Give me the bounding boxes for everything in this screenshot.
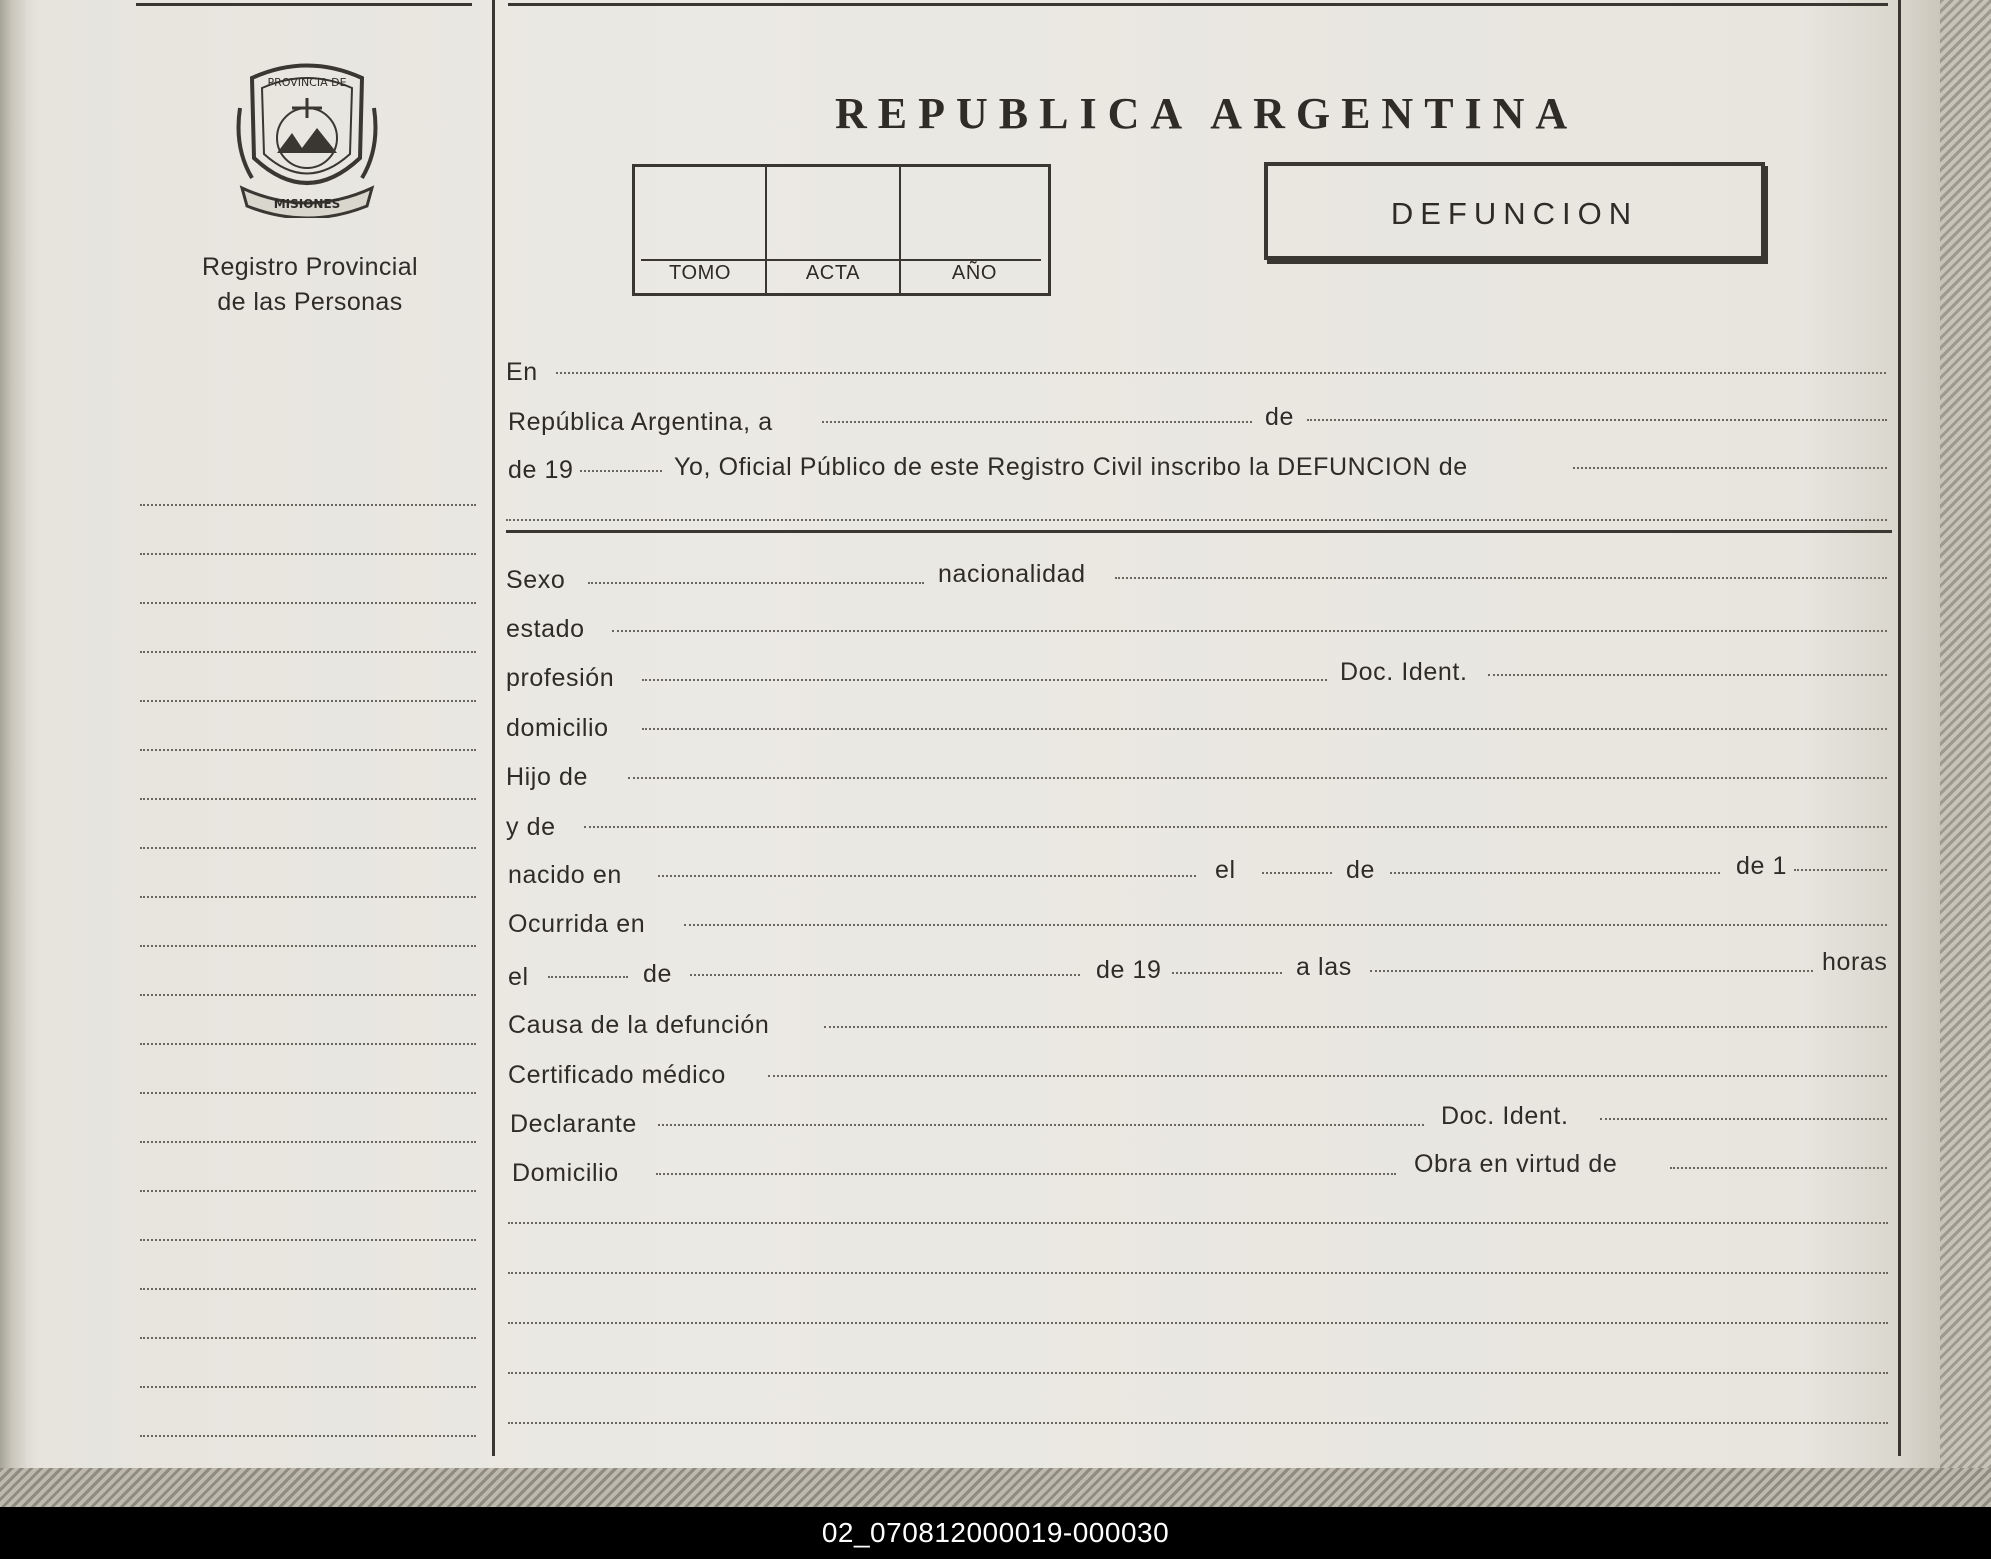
free-text-line[interactable] xyxy=(508,1322,1888,1324)
label-nacido-de: de xyxy=(1346,856,1376,884)
field-en[interactable] xyxy=(556,372,1886,374)
stub-line[interactable] xyxy=(140,1043,476,1045)
book-cover-bottom xyxy=(0,1468,1991,1507)
top-rule-left xyxy=(136,3,472,6)
stub-line[interactable] xyxy=(140,1239,476,1241)
field-nacionalidad[interactable] xyxy=(1115,577,1887,579)
field-difunto-cont[interactable] xyxy=(506,519,1887,521)
label-nacido-de1: de 1 xyxy=(1736,852,1788,880)
field-domicilio[interactable] xyxy=(642,728,1887,730)
section-rule xyxy=(506,530,1892,533)
label-sexo: Sexo xyxy=(506,566,566,594)
field-ocurrida-ano[interactable] xyxy=(1172,972,1282,974)
field-y-de[interactable] xyxy=(584,826,1887,828)
stub-line[interactable] xyxy=(140,994,476,996)
misiones-seal-icon xyxy=(232,58,382,218)
stub-line[interactable] xyxy=(140,749,476,751)
label-doc-ident-declarante: Doc. Ident. xyxy=(1441,1102,1569,1130)
label-profesion: profesión xyxy=(506,664,615,692)
image-id-label: 02_070812000019-000030 xyxy=(0,1507,1991,1559)
field-profesion[interactable] xyxy=(642,679,1327,681)
free-text-line[interactable] xyxy=(508,1372,1888,1374)
field-declarante[interactable] xyxy=(658,1124,1424,1126)
field-causa[interactable] xyxy=(824,1026,1887,1028)
label-nacido-el: el xyxy=(1215,856,1236,884)
label-certificado: Certificado médico xyxy=(508,1061,726,1089)
label-obra: Obra en virtud de xyxy=(1414,1150,1618,1178)
field-nacido-mes[interactable] xyxy=(1390,872,1720,874)
field-estado[interactable] xyxy=(612,630,1887,632)
field-obra[interactable] xyxy=(1670,1167,1887,1169)
label-estado: estado xyxy=(506,615,585,643)
label-de19: de 19 xyxy=(508,456,574,484)
stub-divider xyxy=(492,0,495,1456)
field-dia[interactable] xyxy=(822,421,1252,423)
field-hora[interactable] xyxy=(1370,970,1813,972)
label-declarante: Declarante xyxy=(510,1110,637,1138)
stub-line[interactable] xyxy=(140,798,476,800)
right-border xyxy=(1898,0,1901,1456)
field-doc-ident[interactable] xyxy=(1488,674,1887,676)
field-nacido-ano[interactable] xyxy=(1794,869,1887,871)
caption-rule xyxy=(641,259,1041,261)
act-type-label: DEFUNCION xyxy=(1390,196,1639,231)
label-domicilio-declarante: Domicilio xyxy=(512,1159,619,1187)
field-ano[interactable] xyxy=(580,470,662,472)
field-certificado[interactable] xyxy=(768,1075,1887,1077)
free-text-line[interactable] xyxy=(508,1272,1888,1274)
registry-line1: Registro Provincial xyxy=(201,253,418,281)
label-nacido-en: nacido en xyxy=(508,861,622,889)
stub-line[interactable] xyxy=(140,700,476,702)
label-yo: Yo, Oficial Público de este Registro Civil inscribo la DEFUNCION de xyxy=(674,453,1468,481)
label-de-mes: de xyxy=(1265,403,1295,431)
free-text-line[interactable] xyxy=(508,1422,1888,1424)
free-text-line[interactable] xyxy=(508,1222,1888,1224)
field-difunto[interactable] xyxy=(1573,467,1887,469)
stub-line[interactable] xyxy=(140,847,476,849)
label-ocurrida-en: Ocurrida en xyxy=(508,910,646,938)
stub-line[interactable] xyxy=(140,1288,476,1290)
book-binding xyxy=(0,0,26,1507)
svg-text:MISIONES: MISIONES xyxy=(273,197,341,211)
field-nacido-en[interactable] xyxy=(658,875,1196,877)
label-ocurrida-de: de xyxy=(643,960,673,988)
label-nacionalidad: nacionalidad xyxy=(938,560,1086,588)
stub-line[interactable] xyxy=(140,1435,476,1437)
field-ocurrida-dia[interactable] xyxy=(548,976,628,978)
label-republica: República Argentina, a xyxy=(508,408,773,436)
stub-line[interactable] xyxy=(140,1190,476,1192)
ano-label: AÑO xyxy=(951,262,998,284)
acta-label: ACTA xyxy=(805,262,861,284)
label-y-de: y de xyxy=(506,813,556,841)
field-nacido-dia[interactable] xyxy=(1262,872,1332,874)
registry-name xyxy=(140,250,480,320)
field-ocurrida-en[interactable] xyxy=(684,924,1887,926)
stub-line[interactable] xyxy=(140,896,476,898)
top-rule-right xyxy=(508,3,1888,6)
field-domicilio-declarante[interactable] xyxy=(656,1173,1396,1175)
label-a-las: a las xyxy=(1296,953,1352,981)
label-en: En xyxy=(506,358,538,386)
field-doc-ident-declarante[interactable] xyxy=(1600,1118,1887,1120)
book-cover-edge xyxy=(1940,0,1991,1507)
stub-line[interactable] xyxy=(140,504,476,506)
stub-line[interactable] xyxy=(140,553,476,555)
label-domicilio: domicilio xyxy=(506,714,609,742)
page-title: REPUBLICA ARGENTINA xyxy=(835,89,1579,138)
svg-text:PROVINCIA DE: PROVINCIA DE xyxy=(267,76,347,89)
label-horas: horas xyxy=(1822,948,1888,976)
field-sexo[interactable] xyxy=(588,582,924,584)
stub-line[interactable] xyxy=(140,1141,476,1143)
label-causa: Causa de la defunción xyxy=(508,1011,770,1039)
label-hijo-de: Hijo de xyxy=(506,763,589,791)
field-ocurrida-mes[interactable] xyxy=(690,974,1080,976)
label-ocurrida-de19: de 19 xyxy=(1096,956,1162,984)
label-ocurrida-el: el xyxy=(508,963,529,991)
act-type-box xyxy=(1264,162,1765,260)
field-hijo-de[interactable] xyxy=(628,777,1887,779)
stub-line[interactable] xyxy=(140,651,476,653)
tomo-acta-ano-box xyxy=(632,164,1051,296)
stub-line[interactable] xyxy=(140,602,476,604)
stub-line[interactable] xyxy=(140,945,476,947)
stub-line[interactable] xyxy=(140,1386,476,1388)
stub-line[interactable] xyxy=(140,1092,476,1094)
stub-line[interactable] xyxy=(140,1337,476,1339)
field-mes[interactable] xyxy=(1307,419,1887,421)
label-doc-ident: Doc. Ident. xyxy=(1340,658,1468,686)
registry-line2: de las Personas xyxy=(217,288,403,316)
tomo-label: TOMO xyxy=(668,262,732,284)
